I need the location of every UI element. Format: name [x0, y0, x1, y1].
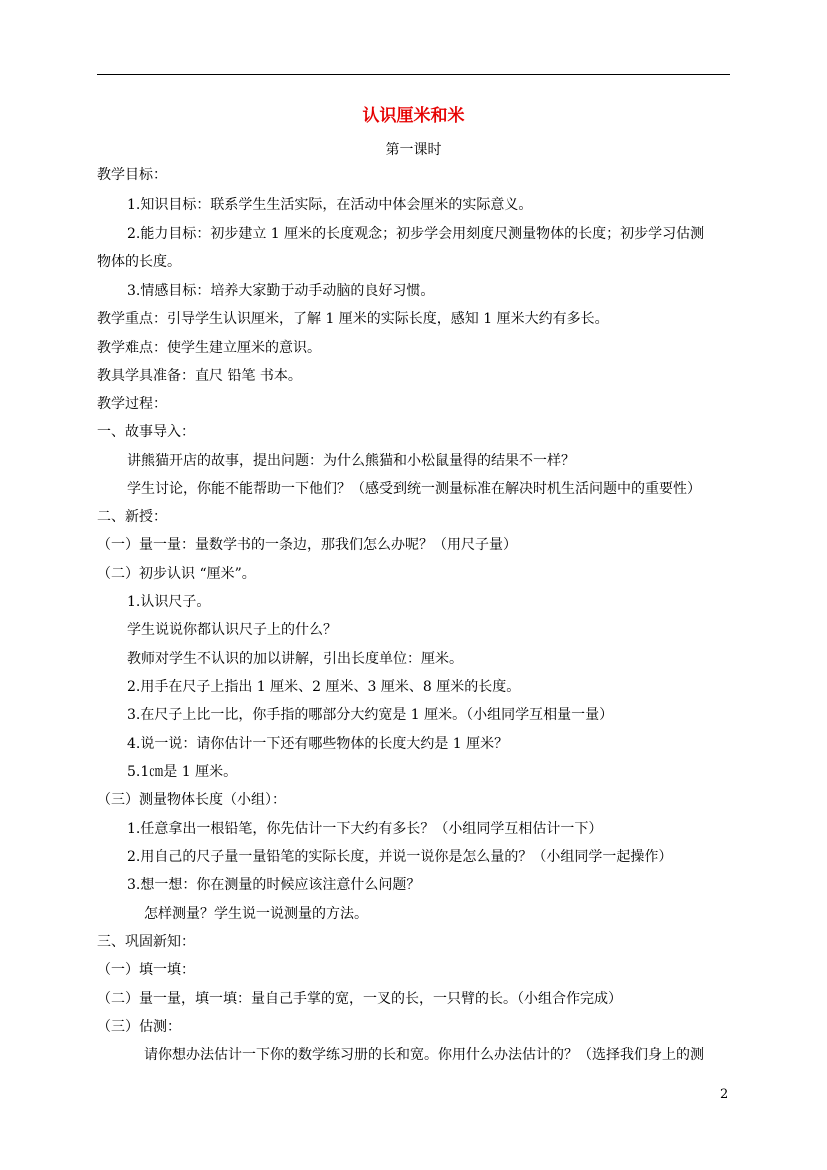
text-line: 2.用手在尺子上指出 1 厘米、2 厘米、3 厘米、8 厘米的长度。	[127, 679, 521, 695]
text-line: 三、巩固新知：	[97, 934, 195, 950]
text-line: 1.认识尺子。	[127, 594, 211, 610]
text-line: 教学过程：	[97, 396, 167, 412]
text-line: 怎样测量？学生说一说测量的方法。	[144, 906, 368, 922]
text-line: （二）量一量，填一填：量自己手掌的宽，一叉的长，一只臂的长。（小组合作完成）	[97, 991, 622, 1007]
text-line: 教学目标：	[97, 167, 167, 183]
text-line: 物体的长度。	[97, 254, 181, 270]
text-line: 学生讨论，你能不能帮助一下他们？（感受到统一测量标准在解决时机生活问题中的重要性）	[127, 481, 701, 497]
text-line: （三）估测：	[97, 1019, 181, 1035]
text-line: （二）初步认识 “厘米”。	[97, 566, 256, 582]
page-number: 2	[720, 1087, 729, 1102]
text-line: 一、故事导入：	[97, 424, 195, 440]
text-line: 1.知识目标：联系学生生活实际，在活动中体会厘米的实际意义。	[127, 197, 533, 213]
text-line: 5.1㎝是 1 厘米。	[127, 764, 238, 780]
text-line: （一）填一填：	[97, 962, 195, 978]
text-line: 3.在尺子上比一比，你手指的哪部分大约宽是 1 厘米。（小组同学互相量一量）	[127, 707, 614, 723]
text-line: （三）测量物体长度（小组）：	[97, 792, 286, 808]
text-line: 4.说一说：请你估计一下还有哪些物体的长度大约是 1 厘米？	[127, 736, 509, 752]
page-subtitle: 第一课时	[385, 142, 442, 158]
text-line: 讲熊猫开店的故事，提出问题：为什么熊猫和小松鼠量得的结果不一样？	[127, 453, 575, 469]
text-line: 2.用自己的尺子量一量铅笔的实际长度，并说一说你是怎么量的？（小组同学一起操作）	[127, 849, 673, 865]
text-line: （一）量一量：量数学书的一条边，那我们怎么办呢？（用尺子量）	[97, 537, 517, 553]
header-rule	[97, 74, 730, 75]
text-line: 学生说说你都认识尺子上的什么？	[127, 622, 337, 638]
text-line: 教学难点：使学生建立厘米的意识。	[97, 340, 321, 356]
text-line: 3.想一想：你在测量的时候应该注意什么问题？	[127, 877, 421, 893]
text-line: 3.情感目标：培养大家勤于动手动脑的良好习惯。	[127, 283, 435, 299]
text-line: 2.能力目标：初步建立 1 厘米的长度观念；初步学会用刻度尺测量物体的长度；初步学习估测	[127, 226, 705, 242]
text-line: 二、新授：	[97, 509, 167, 525]
text-line: 教学重点：引导学生认识厘米，了解 1 厘米的实际长度，感知 1 厘米大约有多长。	[97, 311, 609, 327]
text-line: 1.任意拿出一根铅笔，你先估计一下大约有多长？（小组同学互相估计一下）	[127, 821, 603, 837]
text-line: 教师对学生不认识的加以讲解，引出长度单位：厘米。	[127, 651, 463, 667]
page-title: 认识厘米和米	[362, 106, 465, 126]
text-line: 请你想办法估计一下你的数学练习册的长和宽。你用什么办法估计的？（选择我们身上的测	[144, 1047, 704, 1063]
text-line: 教具学具准备：直尺 铅笔 书本。	[97, 368, 302, 384]
